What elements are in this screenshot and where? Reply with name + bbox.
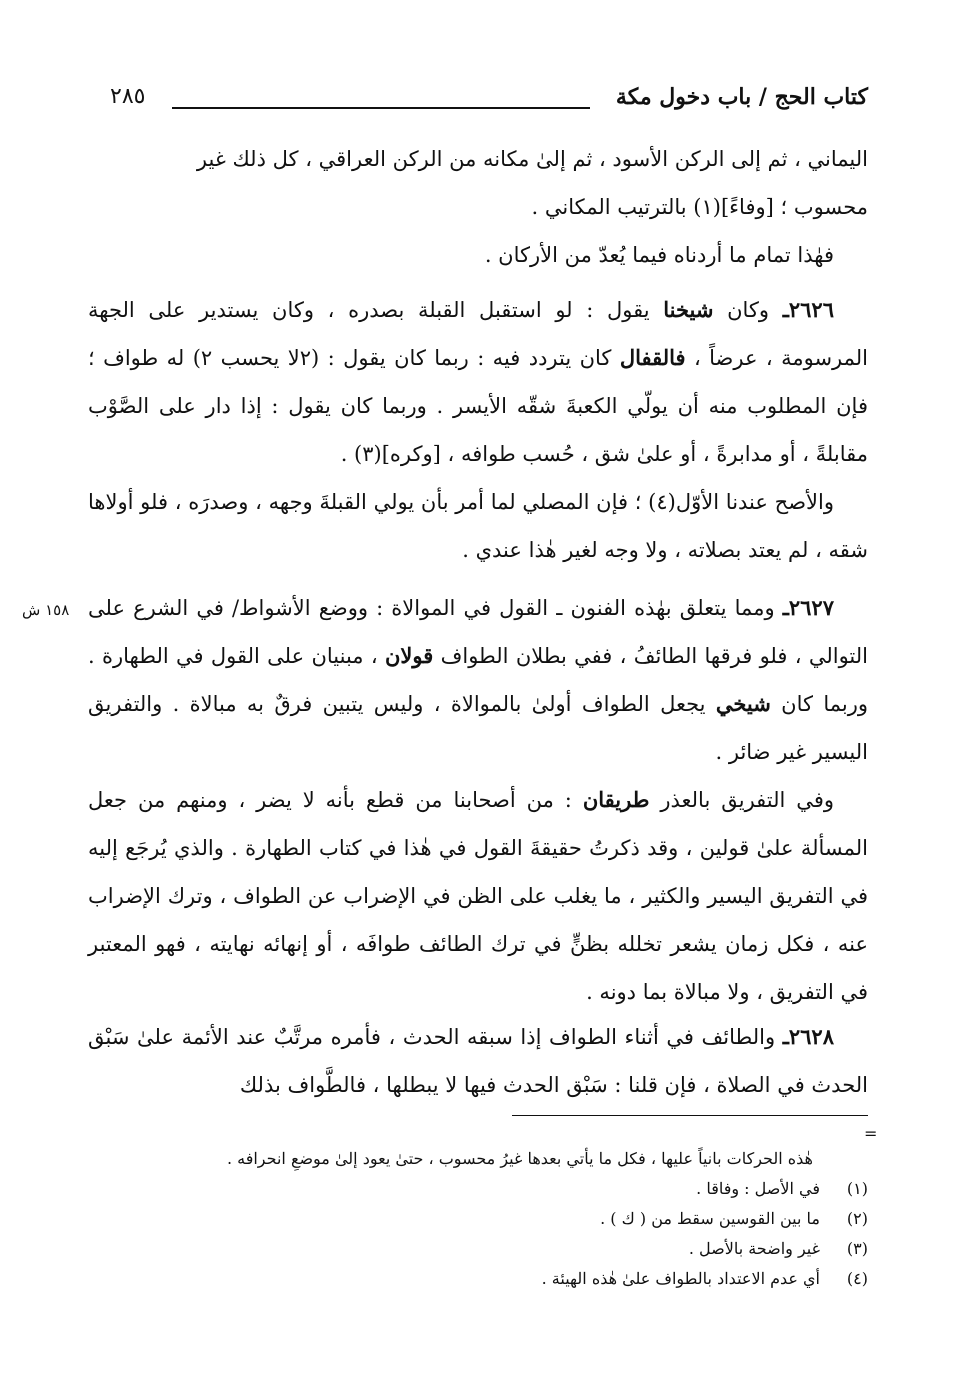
bold-term: فالقفال [619,345,686,370]
bold-term: طريقان [582,787,650,812]
footnote-rule [512,1115,868,1116]
paragraph-2627 [88,584,868,1016]
para-2627-cont: وفي التفريق بالعذر طريقان : من أصحابنا من قطع بأنه لا يضر ، ومنهم من جعل المسألة علىٰ قولين ، وقد ذكرتُ حقيقةَ القول في هٰذا في كتاب الطهارة . والذي يُرجَع إليه في التفريق اليسير والكثير ، ما يغلب على الظن في الإضراب عن الطواف ، وترك الإضراب عنه ، فكل زمان يشعر تخلله بظنٍّ في ترك الطائف طوافَه ، أو إنهائه نهايته ، فهو المعتبر في التفريق ، ولا مبالاة بما دونه . [88,787,868,1004]
bold-term: شيخي [715,691,771,716]
footnote-continuation-mark: = [864,1124,878,1143]
footnote-2: (٢)ما بين القوسين سقط من ( ك ) . [600,1209,868,1228]
header-rule [172,107,590,109]
bold-term: قولان [384,643,434,668]
footnote-continuation: هٰذه الحركات بانياً عليها ، فكل ما يأتي بعدها غيرُ محسوب ، حتىٰ يعود إلىٰ موضعِ انحرافه . [226,1149,813,1168]
intro-block [88,135,868,279]
bold-term: شيخنا [663,297,714,322]
para-2627-main: ٢٦٢٧ـ ومما يتعلق بهٰذه الفنون ـ القول في الموالاة : ووضع الأشواط/ في الشرع على التوالي ، فلو فرقها الطائفُ ، ففي بطلان الطواف قولان ، مبنيان على القول في الطهارة . وربما كان شيخي يجعل الطواف أولىٰ بالموالاة ، وليس يتبين فرقٌ به مبالاة . والتفريق اليسير غير ضائر . [88,595,868,764]
intro-line-3: فهٰذا تمام ما أردناه فيما يُعدّ من الأركان . [484,243,834,267]
chapter-title: كتاب الحج / باب دخول مكة [615,84,868,110]
margin-note: ١٥٨ ش [22,601,70,619]
footnote-1: (١)في الأصل : وفاقا . [696,1179,868,1198]
intro-line-1: اليماني ، ثم إلى الركن الأسود ، ثم إلىٰ مكانه من الركن العراقي ، كل ذلك غير [196,147,868,171]
para-2626-cont: والأصح عندنا الأوّل(٤) ؛ فإن المصلي لما أمر بأن يولي القبلةَ وجهه ، وصدرَه ، فلو أولاها شقه ، لم يعتد بصلاته ، ولا وجه لغير هٰذا عندي . [88,490,868,562]
paragraph-2628 [88,1013,868,1109]
footnote-4: (٤)أي عدم الاعتداد بالطواف علىٰ هٰذه الهيئة . [541,1269,868,1288]
para-2626-main: ٢٦٢٦ـ وكان شيخنا يقول : لو استقبل القبلة بصدره ، وكان يستدير على الجهة المرسومة ، عرضاً ، فالقفال كان يتردد فيه : ربما كان يقول : (٢لا يحسب ٢) له طواف ؛ فإن المطلوب منه أن يولّي الكعبةَ شقّه الأيسر . وربما كان يقول : إذا دار على الصَّوْب مقابلةً ، أو مدابرةً ، أو علىٰ شق ، حُسب طوافه ، [وكره](٣) . [88,297,869,466]
footnotes [88,1144,868,1294]
intro-line-2: محسوب ؛ [وفاءً](١) بالترتيب المكاني . [531,195,868,219]
para-number: ٢٦٢٧ـ [782,595,834,620]
footnote-3: (٣)غير واضحة بالأصل . [688,1239,868,1258]
para-2628-main: ٢٦٢٨ـ والطائف في أثناء الطواف إذا سبقه الحدث ، فأمره مرتَّبٌ عند الأئمة علىٰ سَبْق الحدث في الصلاة ، فإن قلنا : سَبْق الحدث فيها لا يبطلها ، فالطَّواف بذلك [88,1024,868,1097]
para-number: ٢٦٢٨ـ [782,1024,834,1049]
page-number: ٢٨٥ [110,84,146,109]
paragraph-2626 [88,286,868,574]
para-number: ٢٦٢٦ـ [782,297,834,322]
running-header [110,84,868,120]
